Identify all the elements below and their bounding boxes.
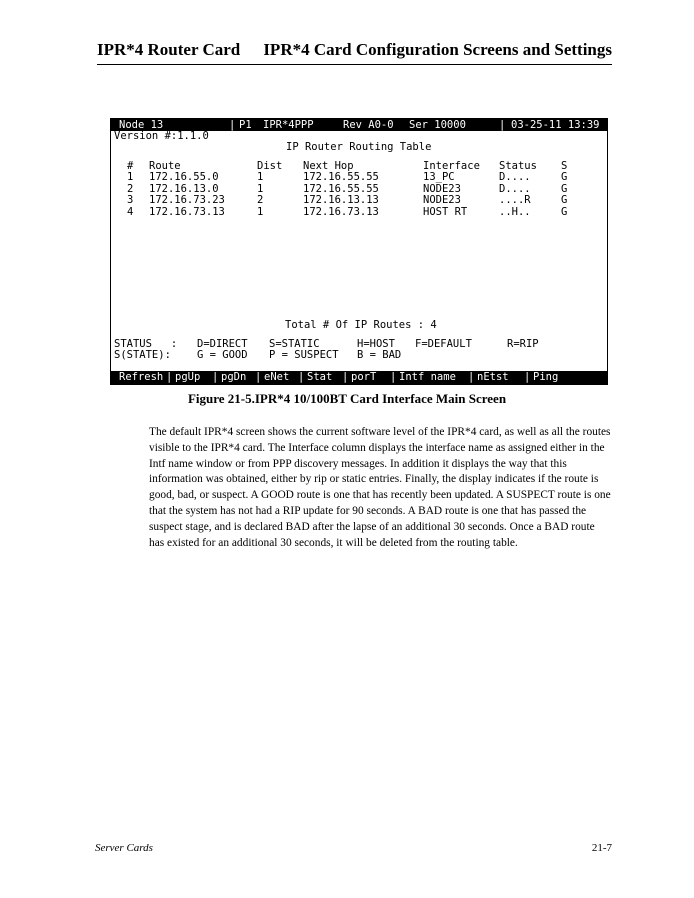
legend-entry: S(STATE):: [114, 349, 171, 361]
table-cell: ....R: [499, 194, 531, 206]
table-cell: 2: [257, 194, 264, 206]
column-header: S: [561, 160, 568, 172]
command-port[interactable]: porT: [351, 371, 377, 383]
table-cell: 3: [127, 194, 134, 206]
port-label: P1: [239, 119, 252, 131]
table-cell: 1: [257, 171, 264, 183]
table-cell: 172.16.55.0: [149, 171, 219, 183]
version-text: Version #:1.1.0: [114, 130, 209, 142]
table-cell: D....: [499, 182, 531, 195]
table-cell: 172.16.13.0: [149, 182, 219, 195]
command-netst[interactable]: nEtst: [477, 371, 509, 383]
table-cell: 172.16.55.55: [303, 171, 379, 183]
command-pgdn[interactable]: pgDn: [221, 371, 247, 383]
column-header: Route: [149, 160, 181, 172]
rev-label: Rev A0-0: [343, 119, 394, 131]
table-cell: 1: [257, 205, 264, 218]
table-cell: D....: [499, 171, 531, 183]
footer-section: Server Cards: [95, 842, 153, 854]
table-cell: NODE23: [423, 182, 461, 195]
column-header: Dist: [257, 160, 283, 172]
terminal-screenshot: [110, 118, 608, 385]
card-label: IPR*4PPP: [263, 119, 314, 131]
command-menu-bar: Refresh | pgUp | pgDn | eNet | Stat | porT | Intf name | nEtst | Ping: [111, 371, 607, 384]
table-cell: 1: [127, 171, 134, 183]
legend-entry: B = BAD: [357, 349, 402, 361]
column-header: Interface: [423, 160, 480, 172]
command-ping[interactable]: Ping: [533, 371, 559, 383]
table-cell: HOST RT: [423, 205, 468, 218]
body-paragraph: The default IPR*4 screen shows the current software level of the IPR*4 card, as well as all the routes visible to the IPR*4 card. The Interface column displays the interface name as assigned either in the Intf name window or from PPP discovery messages. In addition it displays the way that this information was obtained, either by rip or static entries. Finally, the display indicates if the route is good, bad, or suspect. A GOOD route is one that has recently been updated. A SUSPECT route is one that the system has not had a RIP update for 90 seconds. A BAD route is one that has passed the suspect stage, and is declared BAD after the lapse of an additional 30 seconds. Once a BAD route has existed for an additional 30 seconds, it will be deleted from the routing table.: [149, 426, 611, 549]
legend-entry: D=DIRECT: [197, 338, 248, 350]
column-header: Next Hop: [303, 160, 354, 172]
datetime-label: 03-25-11 13:39: [511, 119, 600, 131]
table-cell: 172.16.73.13: [149, 205, 225, 218]
node-label: Node 13: [119, 119, 164, 131]
legend-entry: G = GOOD: [197, 349, 248, 361]
legend-entry: R=RIP: [507, 338, 539, 350]
figure-caption: Figure 21-5.IPR*4 10/100BT Card Interface Main Screen: [187, 391, 507, 406]
routing-table-title: IP Router Routing Table: [286, 141, 432, 153]
table-cell: G: [561, 205, 568, 218]
table-cell: G: [561, 182, 568, 195]
table-cell: 4: [127, 205, 134, 218]
total-routes-text: Total # Of IP Routes : 4: [285, 319, 437, 331]
table-cell: NODE23: [423, 194, 461, 206]
command-pgup[interactable]: pgUp: [175, 371, 201, 383]
legend-entry: S=STATIC: [269, 338, 320, 350]
header-left-title: IPR*4 Router Card: [97, 40, 241, 59]
command-refresh[interactable]: Refresh: [119, 371, 164, 383]
footer-page-number: 21-7: [591, 842, 612, 854]
table-cell: G: [561, 171, 568, 183]
legend-entry: P = SUSPECT: [269, 349, 339, 361]
table-cell: ..H..: [499, 205, 531, 218]
command-enet[interactable]: eNet: [264, 371, 290, 383]
table-cell: 13_PC: [423, 171, 455, 183]
table-cell: 172.16.55.55: [303, 182, 379, 195]
table-cell: 172.16.13.13: [303, 194, 379, 206]
page-header: [97, 40, 612, 65]
table-cell: 172.16.73.13: [303, 205, 379, 218]
legend-entry: STATUS :: [114, 338, 178, 350]
table-cell: 2: [127, 182, 134, 195]
column-header: Status: [499, 160, 537, 172]
table-cell: 172.16.73.23: [149, 194, 225, 206]
terminal-status-bar: Node 13 | P1 IPR*4PPP Rev A0-0 Ser 10000 | 03-25-11 13:39: [111, 119, 607, 131]
header-right-title: IPR*4 Card Configuration Screens and Settings: [263, 40, 612, 59]
column-header: #: [127, 160, 134, 172]
table-cell: G: [561, 194, 568, 206]
command-intf-name[interactable]: Intf name: [399, 371, 456, 383]
table-cell: 1: [257, 182, 264, 195]
ser-label: Ser 10000: [409, 119, 466, 131]
command-stat[interactable]: Stat: [307, 371, 333, 383]
legend-entry: H=HOST: [357, 338, 395, 350]
legend-entry: F=DEFAULT: [415, 338, 472, 350]
